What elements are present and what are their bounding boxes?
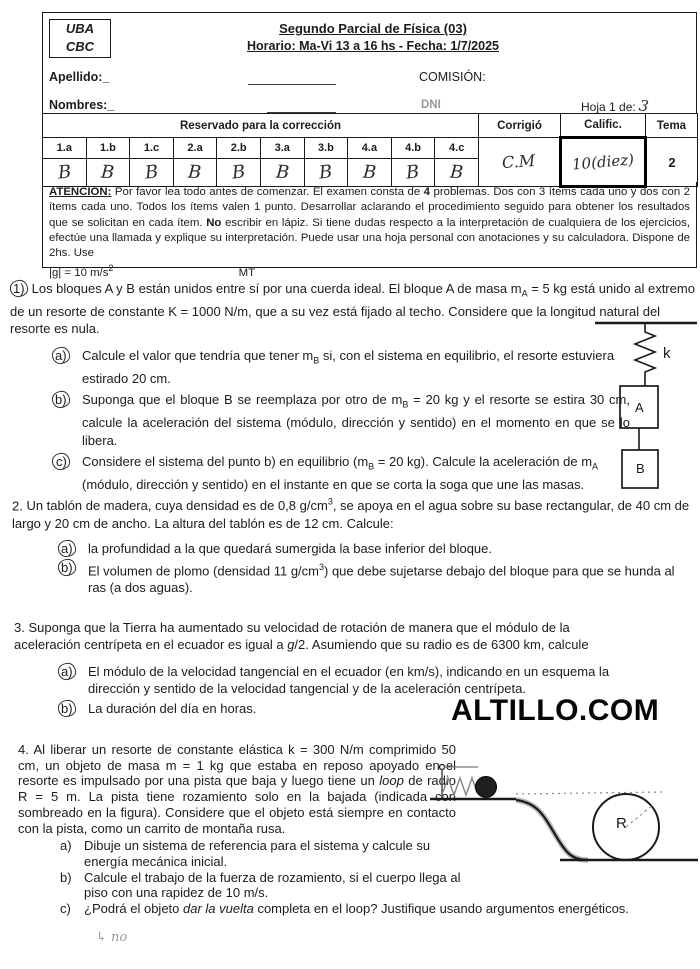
mark-cell: B [260,159,304,187]
radius-line [626,804,654,827]
problem-4-intro: 4. Al liberar un resorte de constante elástica k = 300 N/m comprimido 50 cm, un objeto de masa m = 1 kg que estaba en reposo apoyado en el resorte es impulsado por una pista que baja y luego tiene un loop de radio R = 5 m. La pista tiene rozamiento solo en la bajada (indicada con sombreado en la figura). Considere que el objeto está siempre en contacto con la pista, como un carrito de montaña rusa. [18,742,457,836]
problem-2-item-b: b) El volumen de plomo (densidad 11 $g/cm^3$) que debe sujetarse debajo del bloque para que se hunda al ras (a dos aguas). [58,559,682,597]
mt-label: MT [238,267,256,280]
problem-3-item-a: a) El módulo de la velocidad tangencial en el ecuador (en km/s), indicando en un esquema la dirección y sentido de la velocidad tangencial y de la aceleración centrípeta. [58,663,642,698]
handwritten-note: ↳ no [96,930,128,945]
problem-3-item-b: b) La duración del día en horas. [58,700,642,717]
ramp-curve [516,800,588,860]
atencion-label: ATENCION: [49,186,112,198]
item-header-cell: 1.a [43,138,87,159]
problem-1-item-a: a) Calcule el valor que tendría que tener $m_B$ si, con el sistema en equilibrio, el resorte estuviera estirado 20 cm. [52,347,630,387]
item-text: la profundidad a la que quedará sumergida la base inferior del bloque. [88,541,493,557]
problem-1-item-b: b) Suponga que el bloque B se reemplaza por otro de $m_B = 20$ kg y el resorte se estira 30 cm, calcule la aceleración del sistema (módulo, dirección y sentido) en el momento en que se lo libera. [52,391,630,449]
apellido-label: Apellido:_ [49,70,110,84]
logo-uba: UBA [65,21,95,36]
mark-cell: B [391,159,435,187]
item-text: Calcule el valor que tendría que tener $m_B$ si, con el sistema en equilibrio, el resorte estuviera estirado 20 cm. [82,347,615,386]
item-text: Considere el sistema del punto b) en equilibrio ($m_B = 20$ kg). Calcule la aceleración de $m_A$ (módulo, dirección y sentido) en el instante en que se corta la soga que une las masas. [82,454,599,493]
item-header-cell: 1.c [130,138,174,159]
exam-title: Segundo Parcial de Física (03) [279,21,467,36]
spring-blocks-diagram [593,310,699,492]
nombres-label: Nombres:_ [49,98,115,112]
spring-label: k [663,345,671,362]
radius-label: R [616,815,627,832]
item-header-cell: 1.b [86,138,130,159]
atencion-box [42,182,697,280]
problem-1-number: 1) [9,279,29,298]
item-text: El volumen de plomo (densidad 11 $g/cm^3$) que debe sujetarse debajo del bloque para que se hunda al ras (a dos aguas). [88,561,675,596]
problem-4-item-c: c) ¿Podrá el objeto dar la vuelta completa en el loop? Justifique usando argumentos energéticos. [60,901,663,917]
item-header-cell: 2.b [217,138,261,159]
height-dotted-line [516,792,664,794]
gravity-value: |g| = 10 $m/s^2$ [49,263,114,280]
mark-cell: B [435,159,479,187]
problem-4-item-a: a) Dibuje un sistema de referencia para el sistema y calcule su energía mecánica inicial. [60,838,663,869]
item-header-cell: 3.a [260,138,304,159]
problem-2-intro: 2. Un tablón de madera, cuya densidad es de 0,8 $g/cm^3$, se apoya en el agua sobre su base rectangular, de 40 cm de largo y 20 cm de ancho. La altura del tablón es de 12 cm. Calcule: [12,497,690,531]
corrigio-header-cell: Corrigió [479,114,561,138]
problem-2-number: 2. [12,498,23,514]
hoja-label: Hoja 1 de: 3 [581,96,650,116]
item-header-cell: 2.a [173,138,217,159]
item-header-cell: 4.a [348,138,392,159]
loop-track-diagram [430,748,700,868]
item-text: Suponga que el bloque B se reemplaza por otro de $m_B = 20$ kg y el resorte se estira 30 cm, calcule la aceleración del sistema (módulo, dirección y sentido) en el momento en que se lo libera. [82,392,630,448]
item-header-cell: 4.c [435,138,479,159]
item-text: Calcule el trabajo de la fuerza de rozamiento, si el cuerpo llega al piso con una rapidez de 10 m/s. [84,869,461,901]
mark-cell: B [86,159,130,187]
calific-value: 10(diez) [561,138,646,187]
title-block [163,21,583,53]
mark-cell: B [217,159,261,187]
comision-label: COMISIÓN: [419,70,486,84]
problem-2-item-a: a) la profundidad a la que quedará sumergida la base inferior del bloque. [58,540,682,557]
item-header-cell: 4.b [391,138,435,159]
mark-cell: B [304,159,348,187]
pivot-icon [440,765,445,770]
item-header-cell: 3.b [304,138,348,159]
item-text: El módulo de la velocidad tangencial en el ecuador (en km/s), indicando en un esquema la dirección y sentido de la velocidad tangencial y de la aceleración centrípeta. [88,663,610,697]
altillo-watermark: ALTILLO.COM [451,694,660,727]
exam-schedule: Horario: Ma-Vi 13 a 16 hs - Fecha: 1/7/2025 [247,39,499,53]
problem-1-intro: 1) Los bloques A y B están unidos entre sí por una cuerda ideal. El bloque A de masa $m_A = 5$ kg está unido al extremo de un resorte de constante K = 1000 N/m, que a su vez está fijado al techo. Considere que la longitud natural del resorte es nula. [10,281,695,337]
ball-icon [476,777,497,798]
problem-3-number: 3. [14,620,25,635]
problem-1-item-c: c) Considere el sistema del punto b) en equilibrio ($m_B = 20$ kg). Calcule la aceleración de $m_A$ (módulo, dirección y sentido) en el instante en que se corta la soga que une las masas. [52,453,630,493]
logo-cbc: CBC [65,39,95,54]
calific-header-cell: Calific. [561,114,646,138]
nombres-line [267,98,336,113]
reserved-header-cell: Reservado para la corrección [43,114,479,138]
header-box [42,12,697,116]
tema-value: 2 [646,138,698,187]
problem-4-number: 4. [18,742,29,757]
item-text: Dibuje un sistema de referencia para el sistema y calcule su energía mecánica inicial. [84,838,431,869]
item-text: La duración del día en horas. [88,700,257,716]
problem-2 [12,494,696,598]
mark-cell: B [348,159,392,187]
apellido-line [248,70,336,85]
problem-3-intro: 3. Suponga que la Tierra ha aumentado su velocidad de rotación de manera que el módulo de la aceleración centrípeta en el ecuador es igual a g/2. Asumiendo que su radio es de 6300 km, calcule [14,620,589,653]
atencion-text: Por favor lea todo antes de comenzar. El examen consta de 4 problemas. Dos con 3 ítems cada uno y dos con 2 ítems cada uno. Todos los ítems valen 1 punto. Desarrollar aclarando el procedimiento seguido para obtener los resultados que se solicitan en cada ítem. No escribir en lápiz. Si tiene dudas respecto a la interpretación de cualquiera de los ejercicios, efectúe una llamada y explique su interpretación. Puede usar una hoja personal con anotaciones y su calculadora. Dispone de 2hs. Use [49,186,690,260]
correction-table [42,113,698,188]
spring-icon [635,324,655,386]
dni-label: DNI [421,99,441,111]
uba-cbc-logo [49,19,111,58]
block-b-label: B [636,461,645,476]
mark-cell: B [173,159,217,187]
corrigio-value: C.M [479,138,561,187]
problem-4-item-b: b) Calcule el trabajo de la fuerza de rozamiento, si el cuerpo llega al piso con una rapidez de 10 m/s. [60,870,663,901]
hoja-value-handwritten: 3 [637,96,650,116]
block-a-label: A [635,400,644,415]
spring-icon [443,778,477,795]
mark-cell: B [130,159,174,187]
tema-header-cell: Tema [646,114,698,138]
item-text: ¿Podrá el objeto dar la vuelta completa en el loop? Justifique usando argumentos energéticos. [84,901,629,917]
mark-cell: B [43,159,87,187]
